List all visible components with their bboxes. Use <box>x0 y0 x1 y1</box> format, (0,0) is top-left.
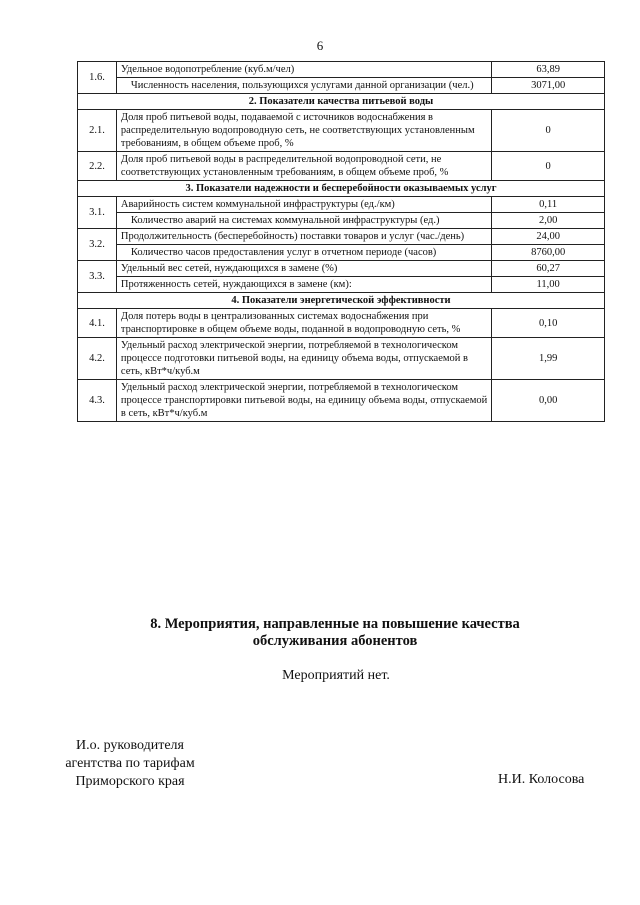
row-description: Удельный расход электрической энергии, потребляемой в технологическом процессе подготовки питьевой воды, на единицу объема воды, отпускаемой в сеть, кВт*ч/куб.м <box>116 338 491 380</box>
row-number: 4.1. <box>78 309 117 338</box>
row-value: 8760,00 <box>492 245 605 261</box>
row-description: Доля проб питьевой воды, подаваемой с источников водоснабжения в распределительную водопроводную сеть, не соответствующих установленным требованиям, в общем объеме проб, % <box>116 110 491 152</box>
row-value: 24,00 <box>492 229 605 245</box>
row-value: 60,27 <box>492 261 605 277</box>
section-title: 4. Показатели энергетической эффективности <box>78 293 605 309</box>
row-number: 2.2. <box>78 152 117 181</box>
section-header-row <box>78 94 605 110</box>
table-row <box>78 309 605 338</box>
indicators-table <box>77 61 605 422</box>
row-value: 0 <box>492 110 605 152</box>
signatory-name: Н.И. Колосова <box>498 772 585 787</box>
row-value: 11,00 <box>492 277 605 293</box>
signatory-title-line-1: И.о. руководителя <box>75 738 184 753</box>
table-row <box>78 78 605 94</box>
section-header-row <box>78 181 605 197</box>
signatory-title-line-2: агентства по тарифам <box>65 756 195 771</box>
signatory-title-line-3: Приморского края <box>75 774 185 789</box>
row-value: 0 <box>492 152 605 181</box>
row-number: 4.2. <box>78 338 117 380</box>
section-8-heading <box>60 616 610 650</box>
row-description: Удельный расход электрической энергии, потребляемой в технологическом процессе транспортировки питьевой воды, на единицу объема воды, отпускаемой в сеть, кВт*ч/куб.м <box>116 380 491 422</box>
row-number: 3.3. <box>78 261 117 293</box>
table-row <box>78 380 605 422</box>
table-row <box>78 229 605 245</box>
row-value: 2,00 <box>492 213 605 229</box>
row-number: 2.1. <box>78 110 117 152</box>
table-row <box>78 261 605 277</box>
row-value: 63,89 <box>492 62 605 78</box>
row-number: 3.2. <box>78 229 117 261</box>
section-header-row <box>78 293 605 309</box>
row-description: Количество часов предоставления услуг в отчетном периоде (часов) <box>116 245 491 261</box>
row-value: 0,00 <box>492 380 605 422</box>
row-value: 0,11 <box>492 197 605 213</box>
table-row <box>78 110 605 152</box>
row-number: 4.3. <box>78 380 117 422</box>
row-number: 1.6. <box>78 62 117 94</box>
table-row <box>78 197 605 213</box>
section-8-title-line-1: 8. Мероприятия, направленные на повышение качества <box>150 616 520 632</box>
table-row <box>78 213 605 229</box>
page-number: 6 <box>316 38 324 53</box>
row-description: Удельное водопотребление (куб.м/чел) <box>116 62 491 78</box>
signatory-title <box>0 737 260 791</box>
row-value: 3071,00 <box>492 78 605 94</box>
row-value: 1,99 <box>492 338 605 380</box>
row-description: Протяженность сетей, нуждающихся в замене (км): <box>116 277 491 293</box>
table-row <box>78 338 605 380</box>
table-row <box>78 245 605 261</box>
section-8-title-line-2: обслуживания абонентов <box>252 633 418 649</box>
row-number: 3.1. <box>78 197 117 229</box>
row-description: Удельный вес сетей, нуждающихся в замене (%) <box>116 261 491 277</box>
row-description: Доля проб питьевой воды в распределительной водопроводной сети, не соответствующих установленным требованиям, в общем объеме проб, % <box>116 152 491 181</box>
row-description: Численность населения, пользующихся услугами данной организации (чел.) <box>116 78 491 94</box>
no-measures-text: Мероприятий нет. <box>282 668 390 683</box>
section-title: 3. Показатели надежности и бесперебойности оказываемых услуг <box>78 181 605 197</box>
table-row <box>78 277 605 293</box>
table-row <box>78 62 605 78</box>
row-value: 0,10 <box>492 309 605 338</box>
table-row <box>78 152 605 181</box>
row-description: Продолжительность (бесперебойность) поставки товаров и услуг (час./день) <box>116 229 491 245</box>
section-title: 2. Показатели качества питьевой воды <box>78 94 605 110</box>
row-description: Доля потерь воды в централизованных системах водоснабжения при транспортировке в общем объеме воды, поданной в водопроводную сеть, % <box>116 309 491 338</box>
row-description: Аварийность систем коммунальной инфраструктуры (ед./км) <box>116 197 491 213</box>
row-description: Количество аварий на системах коммунальной инфраструктуры (ед.) <box>116 213 491 229</box>
